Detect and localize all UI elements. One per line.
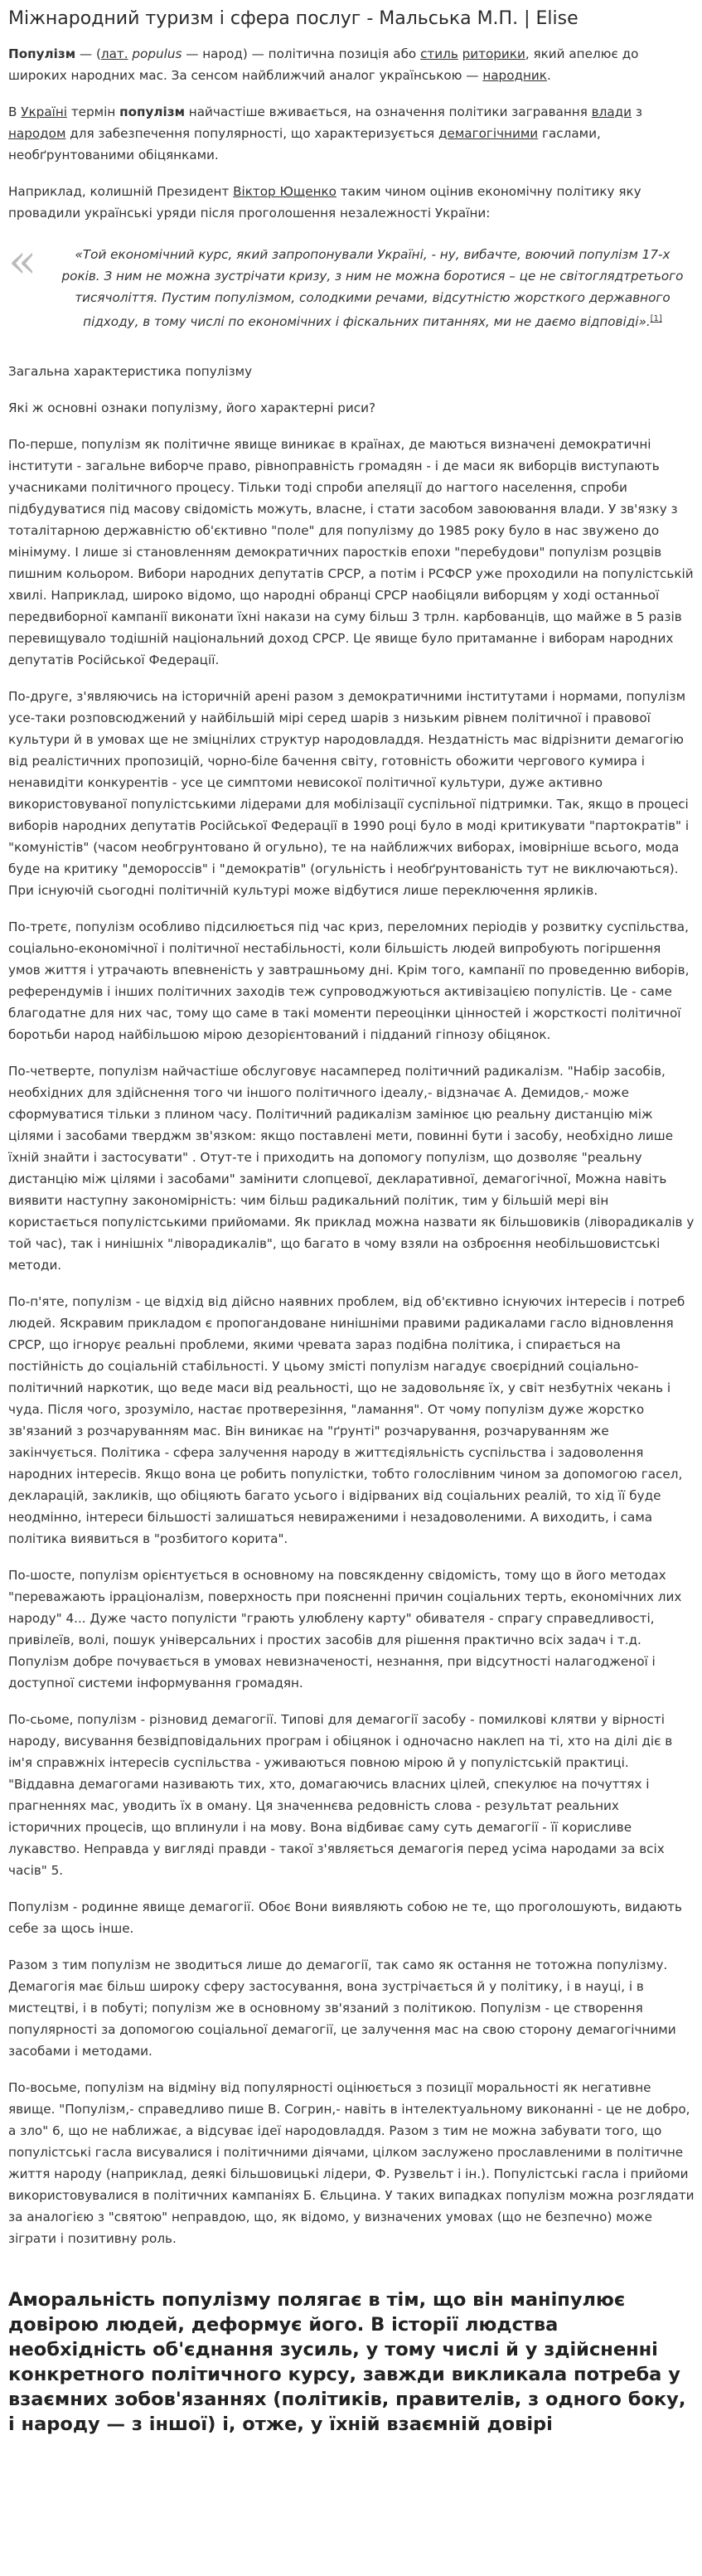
paragraph-8: Популізм - родинне явище демагогії. Обоє Вони виявляють собою не те, що проголошують, видають себе за щось інше. (8, 1899, 682, 1937)
intro-paragraph (8, 43, 695, 86)
term-populism-bold: популізм (119, 104, 185, 119)
yushchenko-link[interactable]: Віктор Ющенко (233, 184, 336, 199)
quote-text: «Той економічний курс, який запропонували Україні, - ну, вибачте, воючий популізм 17-х років. З ним не можна зустрічати кризу, з ним не можна боротися – це не світоглядтретього тисячоліття. Пустим популізмом, солодкими речами, відсутністю жорсткого державного підходу, в тому числі по економічних і фіскальних питаннях, ми не даємо відповіді». (61, 247, 684, 330)
paragraph-6: По-шосте, популізм орієнтується в основному на повсякденну свідомість, тому що в його методах "переважають ірраціоналізм, поверхность при поясненні причин соціальних терть, економічних лих народу" 4... Дуже часто популісти "грають улюблену карту" обивателя - спрагу справедливості, привілеїв, волі, пошук універсальних і простих засобів для рішення практично всіх задач і т.д. Популізм добре почувається в умовах невизначеності, незнання, при відсутності налагодженої і доступної системи інформування громадян. (8, 1568, 682, 1691)
text-run: з (632, 104, 642, 119)
text-run: В (8, 104, 22, 119)
paragraph-9: Разом з тим популізм не зводиться лише до демагогії, так само як остання не тотожна популізму. Демагогія має більш широку сферу застосування, вона зустрічається й у політику, і в науці, і в мистецтві, і в побуті; популізм же в основному зв'язаний з політикою. Популізм - це створення популярності за допомогою соціальної демагогії, це залучення мас на свою сторону демагогічними засобами і методами. (8, 1957, 676, 2059)
paragraph-3: По-третє, популізм особливо підсилюється під час криз, переломних періодів у розвитку суспільства, соціально-економічної і політичної нестабільності, коли більшість людей випробують погіршення умов життя і утрачають впевненість у завтрашньому дні. Крім того, кампанії по проведенню виборів, референдумів і інших політичних заходів теж супроводжуються активізацією популістів. Це - саме благодатне для них час, тому що саме в такі моменти переоцінки цінностей і жорсткості політичної боротьби народ найбільшою мірою дезорієнтований і підданий гіпнозу обіцянок. (8, 919, 690, 1043)
text-run: Наприклад, колишній Президент (8, 184, 234, 199)
text-run: термін (67, 104, 120, 119)
paragraph-5: По-п'яте, популізм - це відхід від дійсно наявних проблем, від об'єктивно існуючих інтересів і потреб людей. Яскравим прикладом є пропогандоване нинішніми правими радикалами гасло відновлення СРСР, що ігнорує реальні проблеми, якими чревата зараз подібна політика, і спирається на постійність до соціальній стабільності. У цьому змісті популізм нагадує своєрідний соціально-політичний наркотик, що веде маси від реальності, що не задовольняє їх, у світ незбутніх чекань і чуда. Після чого, зрозуміло, настає протверезіння, "ламання". От чому популізм дуже жорстко зв'язаний з розчаруванням мас. Він виникає на "ґрунті" розчарування, розчаруванням же закінчується. Політика - сфера залучення народу в життєдіяльність суспільства і задоволення народних інтересів. Якщо вона це робить популістки, тобто голослівним чином за допомогою гасел, декларацій, закликів, що обіцяють багато усього і відірваних від соціальних реалій, то хід її буде неодмінно, інтереси більшості залишаться невираженими і незадоволеними. А виходить, і сама політика виявиться в "розбитого корита". (8, 1294, 685, 1547)
text-run: найчастіше вживається, на означення політики загравання (184, 104, 592, 119)
ukraine-link[interactable]: Україні (21, 104, 67, 119)
footnote-link[interactable]: [1] (650, 314, 662, 323)
vlada-link[interactable]: влади (591, 104, 632, 119)
paragraph-2: По-друге, з'являючись на історичній арені разом з демократичними інститутами і нормами, популізм усе-таки розповсюджений у найбільшій мірі серед шарів з низьким рівнем політичної і правової культури й в умовах ще не зміцнілих структур народовладдя. Нездатність мас відрізнити демагогію від реалістичних пропозицій, чорно-біле бачення світу, готовність обожити чергового кумира і ненавидіти конкурентів - усе це симптоми невисокої політичної культури, дуже активно використовуваної популістськими лідерами для мобілізації суспільної підтримки. Так, якщо в процесі виборів народних депутатів Російської Федерації в 1990 році було в моді критикувати "партократів" і "комуністів" (часом необгрунтовано й огульно), те на найближчих виборах, імовірніше всього, мода буде на критику "демороссів" і "демократів" (огульність і необґрунтованість тут не виключаються). При існуючій сьогодні політичній культурі може відбутися лише переключення ярликів. (8, 689, 690, 899)
narodnyk-link[interactable]: народник (482, 68, 547, 83)
rhetoric-link[interactable]: риторики (462, 46, 525, 61)
ukraine-paragraph (8, 101, 695, 166)
text-run: для забезпечення популярності, що характеризується (65, 126, 438, 141)
text-run: , який апелює до широких народних мас. За сенсом найближчий аналог українською — (8, 46, 639, 83)
narod-link[interactable]: народом (8, 126, 66, 141)
demagog-link[interactable]: демагогічними (438, 126, 539, 141)
text-run: — ( (75, 46, 101, 61)
latin-word: populus (128, 46, 182, 61)
paragraph-4: По-четверте, популізм найчастіше обслуговує насамперед політичний радикалізм. "Набір засобів, необхідних для здійснення того чи іншого політичного ідеалу,- відзначає А. Демидов,- може сформуватися тільки з плином часу. Політичний радикалізм замінює цю реальну дистанцію між цілями і засобами тверджм зв'язком: якщо поставлені мети, повинні бути і засобу, необхідно лише їхній знайти і застосувати" . Отут-те і приходить на допомогу популізм, що дозволяє "реальну дистанцію між цілями і засобами" замінити слопцевої, декларативної, демагогічної, Можна навіть виявити наступну закономірність: чим більш радикальний політик, тим у більшій мері він користається популістськими прийомами. Як приклад можна назвати як більшовиків (ліворадикалів у той час), так і нинішніх "ліворадикалів", що багато в чому взяли на озброєння необільшовистські методи. (8, 1064, 695, 1273)
blockquote (8, 235, 695, 337)
style-link[interactable]: стиль (420, 46, 458, 61)
section-heading: Загальна характеристика популізму (8, 364, 253, 380)
page-title: Міжнародний туризм і сфера послуг - Мальська М.П. | Elise (8, 8, 579, 29)
term-populism: Популізм (8, 46, 76, 61)
yushchenko-paragraph (8, 181, 695, 224)
text-run: — народ) — політична позиція або (182, 46, 421, 61)
text-run: таким чином оцінив економічну політику яку провадили українські уряди після проголошення незалежності України: (8, 184, 641, 221)
text-run: гаслами, необґрунтованими обіцянками. (8, 126, 601, 163)
quote-mark-icon: « (8, 235, 37, 289)
bold-heading: Аморальність популізму полягає в тім, що він маніпулює довірою людей, деформує його. В історії людства необхідність об'єднання зусиль, у тому числі й у здійсненні конкретного політичного курсу, завжди викликала потреба у взаємних зобов'язаннях (політиків, правителів, з одного боку, і народу — з іншої) і, отже, у їхній взаємній довірі (8, 2289, 686, 2436)
quote-text-block (61, 244, 684, 332)
text-run: . (546, 68, 551, 83)
paragraph-7: По-сьоме, популізм - різновид демагогії. Типові для демагогії засобу - помилкові клятви у вірності народу, висування безвідповідальних програм і обіцянок і одночасно наклеп на ті, хто на ділі діє в ім'я справжніх інтересів суспільства - уживаються повною мірою й у популістській практиці. "Віддавна демагогами називають тих, хто, домагаючись власних цілей, спекулює на почуттях і прагненнях мас, уводить їх в оману. Ця значеннєва редовність слова - результат реальних історичних процесів, що вплинули і на мову. Вона відбиває саму суть демагогії - її корисливе лукавство. Неправда у вигляді правди - такої з'являється демагогія перед усіма народами за всіх часів" 5. (8, 1712, 673, 1879)
paragraph-1: По-перше, популізм як політичне явище виникає в країнах, де маються визначені демократичні інститути - загальне виборче право, рівноправність громадян - і де маси як виборців виступають учасниками політичного процесу. Тільки тоді спроби апеляції до нагтого населення, спроби підбудуватися під масову свідомість можуть, власне, і стати засобом завоювання влади. У зв'язку з тоталітарною державністю об'єктивно "поле" для популізму до 1985 року було в нас звужено до мінімуму. І лише зі становленням демократичних паростків епохи "перебудови" популізм розцвів пишним кольором. Вибори народних депутатів СРСР, а потім і РСФСР уже проходили на популістській хвилі. Наприклад, широко відомо, що народні обранці СРСР наобіцяли виборцям у ході останньої передвиборної кампанії виконати їхні накази на суму більш 3 трлн. карбованців, що майже в 5 разів перевищувало тодішній національний доход СРСР. Це явище було притаманне і виборам народних депутатів Російської Федерації. (8, 437, 694, 668)
paragraph-10: По-восьме, популізм на відміну від популярності оцінюється з позиції моральності як негативне явище. "Популізм,- справедливо пише В. Согрин,- навіть в інтелектуальному виконанні - це не добро, а зло" 6, що не наближає, а відсуває ідеї народовладдя. Разом з тим не можна забувати того, що популістські гасла висувалися і політичними діячами, цілком заслужено прославленими в політичне життя народу (наприклад, деякі більшовицькі лідери, Ф. Рузвельт і ін.). Популістські гасла і прийоми використовувалися в політичних кампаніях Б. Єльцина. У таких випадках популізм можна розглядати за аналогією з "святою" неправдою, що, як відомо, у визначених умовах (що не безпечно) може зіграти і позитивну роль. (8, 2080, 695, 2247)
question-text: Які ж основні ознаки популізму, його характерні риси? (8, 400, 376, 416)
latin-link[interactable]: лат. (100, 46, 128, 61)
